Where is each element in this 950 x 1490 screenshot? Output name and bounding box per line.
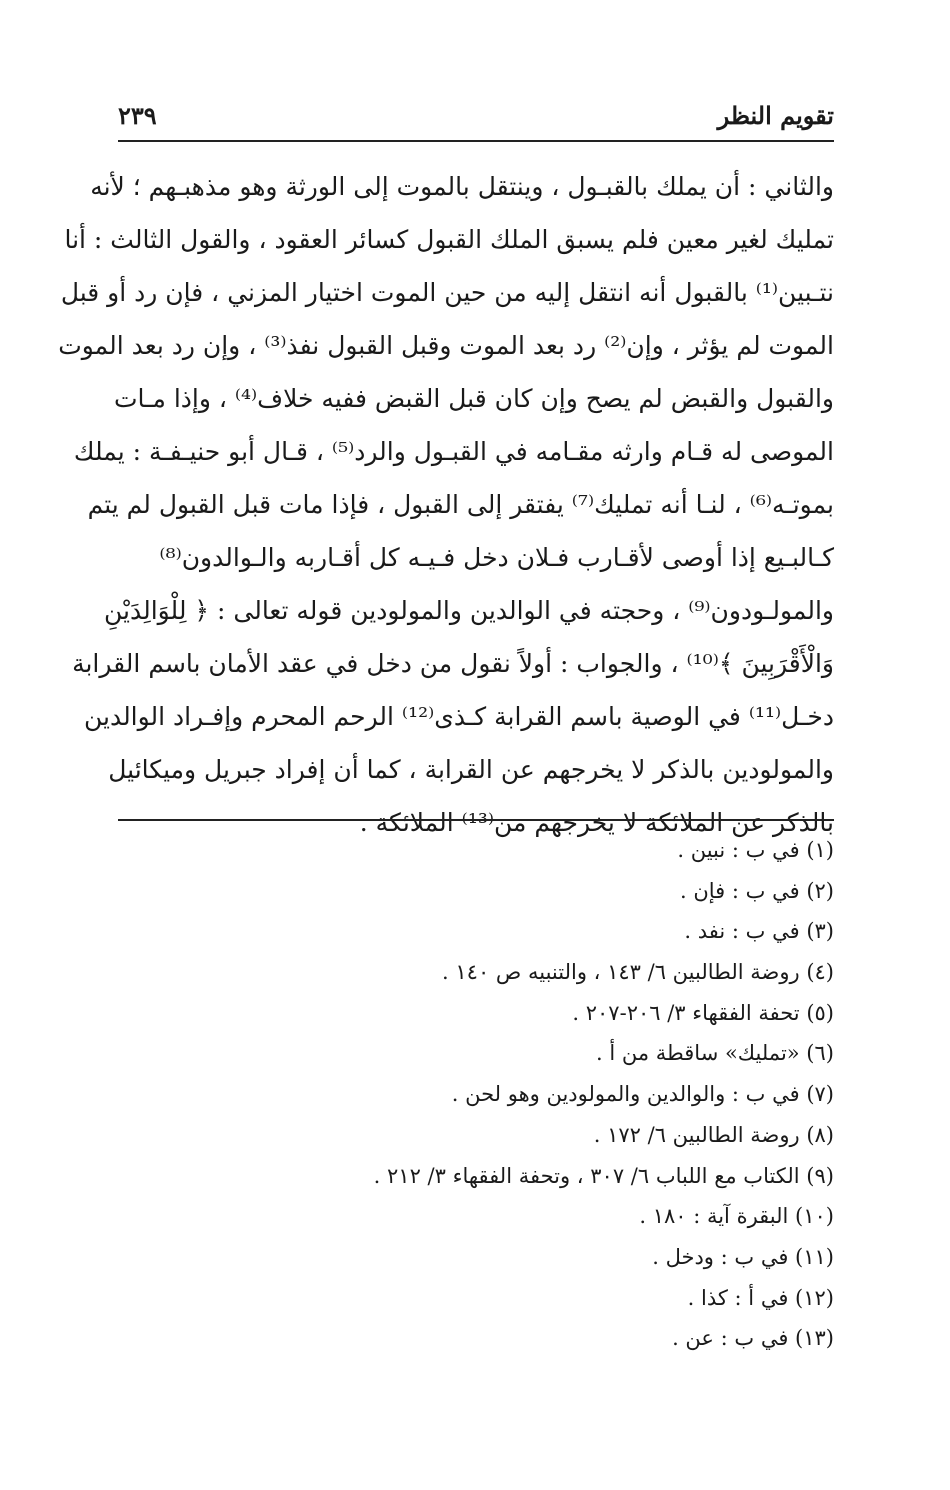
footnote: (١١) في ب : ودخل . (652, 1244, 834, 1269)
text-line: والمولـودون⁽⁹⁾ ، وحجته في الوالدين والمولودين قوله تعالى : ﴿ لِلْوَالِدَيْنِ (103, 596, 834, 625)
text-line: نتـبين⁽¹⁾ بالقبول أنه انتقل إليه من حين الموت اختيار المزني ، فإن رد أو قبل (60, 278, 834, 307)
text-line: دخـل⁽¹¹⁾ في الوصية باسم القرابة كـذى⁽¹²⁾ الرحم المحرم وإفـراد الوالدين (83, 702, 834, 731)
text-line: كـالبـيع إذا أوصى لأقـارب فـلان دخل فـيـه كل أقـاربه والـوالدون⁽⁸⁾ (159, 543, 834, 572)
footnote: (١) في ب : نبين . (677, 838, 834, 862)
footnote: (٦) «تمليك» ساقطة من أ . (596, 1041, 834, 1066)
footnote: (٤) روضة الطالبين ٦/ ١٤٣ ، والتنبيه ص ١٤٠ . (442, 960, 834, 985)
text-line: والقبول والقبض لم يصح وإن كان قبل القبض ففيه خلاف⁽⁴⁾ ، وإذا مـات (114, 384, 834, 413)
page-header (118, 98, 834, 134)
footnote: (٨) روضة الطالبين ٦/ ١٧٢ . (593, 1122, 834, 1147)
text-line: الموصى له قـام وارثه مقـامه في القبـول والرد⁽⁵⁾ ، قـال أبو حنيـفـة : يملك (73, 437, 834, 466)
running-title: تقويم النظر (717, 101, 834, 130)
footnote: (٢) في ب : فإن . (680, 878, 834, 903)
text-line: بموتـه⁽⁶⁾ ، لنـا أنه تمليك⁽⁷⁾ يفتقر إلى القبول ، فإذا مات قبل القبول لم يتم (87, 490, 834, 519)
page-number: ٢٣٩ (118, 101, 157, 130)
text-line: وَالْأَقْرَبِينَ ﴾⁽¹⁰⁾ ، والجواب : أولاً نقول من دخل في عقد الأمان باسم القرابة (72, 649, 834, 678)
footnotes (118, 830, 834, 1359)
footnote: (٧) في ب : والوالدين والمولودين وهو لحن . (451, 1082, 834, 1107)
footnote-separator (118, 819, 834, 821)
text-line: تمليك لغير معين فلم يسبق الملك القبول كسائر العقود ، والقول الثالث : أنا (64, 225, 834, 254)
text-line: بالذكر عن الملائكة لا يخرجهم من⁽¹³⁾ الملائكة . (359, 808, 834, 837)
text-line: والمولودين بالذكر لا يخرجهم عن القرابة ، كما أن إفراد جبريل وميكائيل (108, 755, 834, 784)
footnote: (١٢) في أ : كذا . (687, 1285, 834, 1310)
text-line: الموت لم يؤثر ، وإن⁽²⁾ رد بعد الموت وقبل القبول نفذ⁽³⁾ ، وإن رد بعد الموت (58, 331, 834, 360)
main-text (58, 160, 834, 849)
footnote: (٣) في ب : نفد . (684, 919, 834, 944)
footnote: (١٣) في ب : عن . (672, 1326, 834, 1351)
text-line: والثاني : أن يملك بالقبـول ، وينتقل بالموت إلى الورثة وهو مذهبـهم ؛ لأنه (90, 172, 834, 201)
footnote: (٥) تحفة الفقهاء ٣/ ٢٠٦-٢٠٧ . (572, 1000, 834, 1025)
header-rule (118, 140, 834, 142)
footnote: (٩) الكتاب مع اللباب ٦/ ٣٠٧ ، وتحفة الفقهاء ٣/ ٢١٢ . (373, 1163, 834, 1188)
footnote: (١٠) البقرة آية : ١٨٠ . (639, 1204, 834, 1229)
